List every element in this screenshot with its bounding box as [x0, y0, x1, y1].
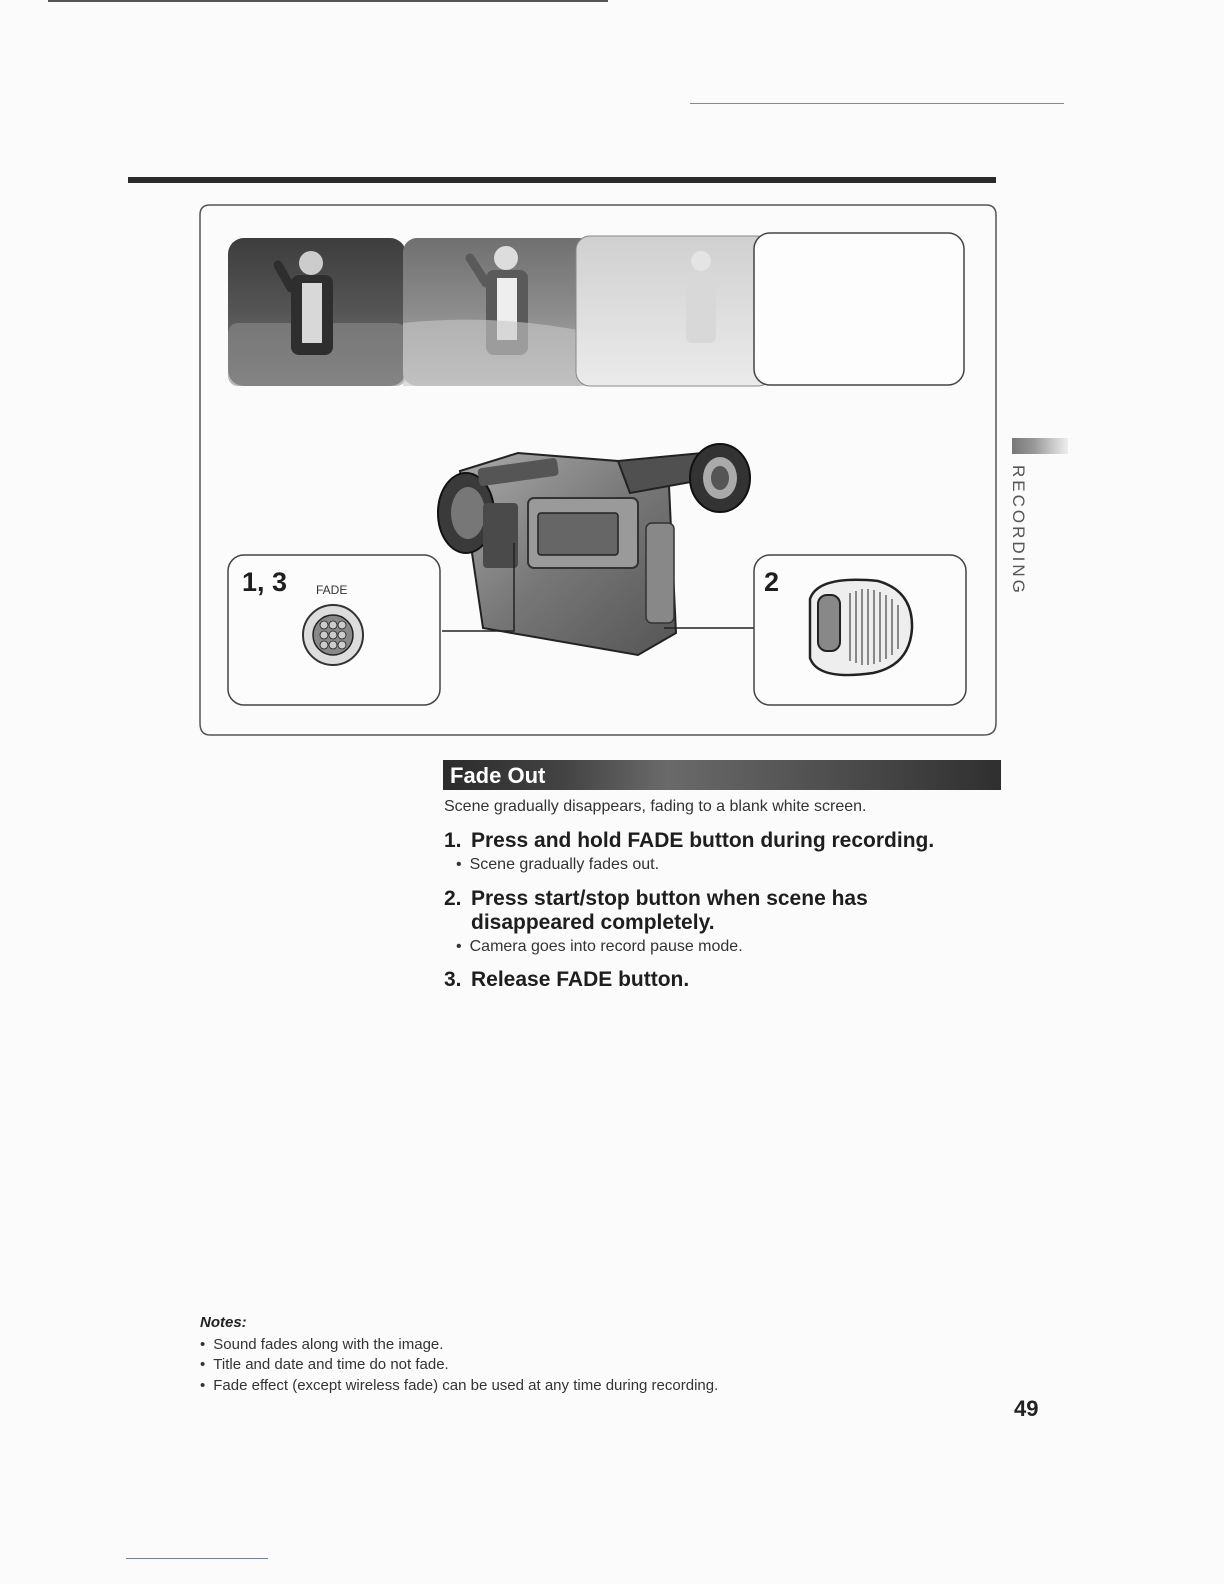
- top-rule: [48, 0, 608, 2]
- fade-photo-2: [403, 238, 593, 386]
- callout-right-step-label: 2: [764, 567, 780, 597]
- callout-left-step-label: 1, 3: [242, 567, 288, 597]
- step-1: [444, 829, 934, 853]
- fade-photo-3: [576, 236, 772, 386]
- step-3: [444, 968, 689, 992]
- page-number: 49: [1014, 1396, 1039, 1421]
- step-1-bullet: • Scene gradually fades out.: [456, 856, 659, 874]
- note-item: • Fade effect (except wireless fade) can be used at any time during recording.: [200, 1377, 718, 1394]
- step-2-text-line2: disappeared completely.: [471, 911, 715, 934]
- step-2: [444, 887, 868, 935]
- section-intro: Scene gradually disappears, fading to a blank white screen.: [444, 798, 867, 815]
- step-2-number: 2.: [444, 887, 462, 910]
- bottom-rule: [126, 1558, 268, 1559]
- header-thick-rule: [128, 177, 996, 183]
- fade-photo-1: [228, 238, 406, 386]
- fade-button-label: FADE: [316, 583, 348, 597]
- step-1-text: Press and hold FADE button during recording.: [471, 829, 935, 852]
- notes-title: Notes:: [200, 1314, 247, 1331]
- section-title: Fade Out: [450, 763, 546, 788]
- fade-button-icon: [303, 605, 363, 665]
- side-tab-marker: [1012, 438, 1068, 454]
- step-1-number: 1.: [444, 829, 462, 852]
- step-2-text-line1: Press start/stop button when scene has: [471, 887, 868, 910]
- header-thin-rule: [690, 103, 1064, 104]
- note-item: • Sound fades along with the image.: [200, 1336, 443, 1353]
- note-item: • Title and date and time do not fade.: [200, 1356, 449, 1373]
- side-tab-label: RECORDING: [1009, 465, 1028, 596]
- section-header-bar: [443, 760, 1001, 790]
- camcorder-illustration: [438, 444, 750, 655]
- step-2-bullet: • Camera goes into record pause mode.: [456, 938, 743, 956]
- step-3-number: 3.: [444, 968, 462, 991]
- fade-photo-4-blank: [754, 233, 964, 385]
- start-stop-button-icon: [810, 580, 912, 675]
- step-3-text: Release FADE button.: [471, 968, 690, 991]
- fade-illustration: [198, 203, 998, 737]
